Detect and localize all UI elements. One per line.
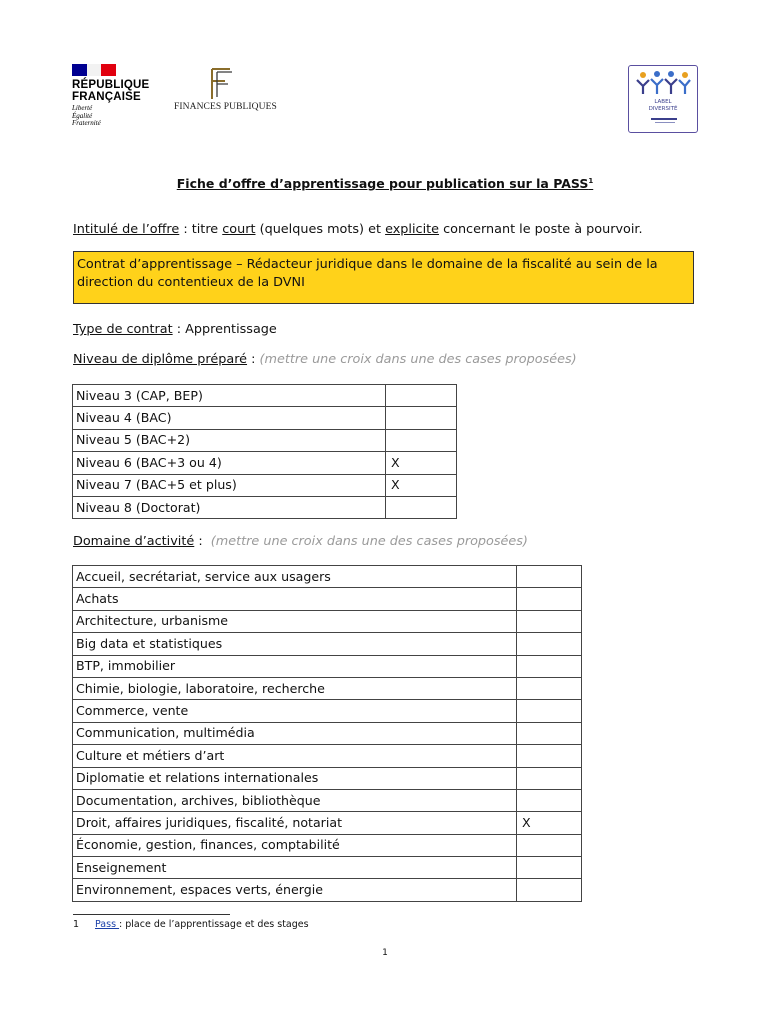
table-row (73, 633, 582, 655)
table-row (73, 588, 582, 610)
domaine-cell: Culture et métiers d’art (73, 745, 517, 767)
document-title-text: Fiche d’offre d’apprentissage pour publication sur la PASS (176, 176, 589, 191)
niveau-mark-cell[interactable] (386, 407, 457, 429)
intitule-sep: : titre (179, 222, 223, 237)
intitule-mid: (quelques mots) et (255, 222, 386, 237)
domaine-mark-cell[interactable] (517, 722, 582, 744)
domaine-sep: : (194, 534, 211, 549)
table-row (73, 452, 457, 474)
niveau-hint: (mettre une croix dans une des cases proposées) (259, 352, 577, 367)
niveau-mark-cell[interactable] (386, 429, 457, 451)
table-row (73, 385, 457, 407)
table-row (73, 722, 582, 744)
table-row (73, 879, 582, 901)
type-contrat-line (73, 322, 277, 338)
niveau-cell: Niveau 4 (BAC) (73, 407, 386, 429)
niveau-line (73, 352, 577, 368)
footnote-divider (73, 914, 230, 915)
domaine-mark-cell[interactable] (517, 633, 582, 655)
footnote (73, 919, 309, 930)
niveau-table (72, 384, 457, 519)
domaine-mark-cell[interactable] (517, 767, 582, 789)
domaine-label: Domaine d’activité (73, 534, 195, 549)
finances-publiques-label: FINANCES PUBLIQUES (174, 102, 277, 112)
table-row (73, 857, 582, 879)
footnote-text: : place de l’apprentissage et des stages (119, 919, 309, 930)
finances-publiques-f-icon (208, 66, 234, 100)
table-row (73, 700, 582, 722)
niveau-mark-cell[interactable] (386, 385, 457, 407)
table-row (73, 610, 582, 632)
diversite-subline (655, 122, 675, 123)
domaine-line (73, 534, 528, 550)
domaine-hint: (mettre une croix dans une des cases proposées) (210, 534, 528, 549)
republique-title: RÉPUBLIQUE FRANÇAISE (72, 79, 150, 103)
domaine-cell: Diplomatie et relations internationales (73, 767, 517, 789)
finances-publiques-logo (174, 66, 284, 114)
niveau-cell: Niveau 7 (BAC+5 et plus) (73, 474, 386, 496)
domaine-mark-cell[interactable] (517, 588, 582, 610)
niveau-label: Niveau de diplôme préparé (73, 352, 248, 367)
table-row (73, 429, 457, 451)
domaine-cell: BTP, immobilier (73, 655, 517, 677)
niveau-mark-cell[interactable]: X (386, 474, 457, 496)
table-row (73, 834, 582, 856)
intitule-court: court (222, 222, 256, 237)
niveau-cell: Niveau 8 (Doctorat) (73, 496, 386, 518)
table-row (73, 812, 582, 834)
offer-title-box (73, 251, 694, 304)
niveau-cell: Niveau 5 (BAC+2) (73, 429, 386, 451)
domaine-mark-cell[interactable] (517, 610, 582, 632)
table-row (73, 677, 582, 699)
label-diversite-logo (628, 65, 698, 133)
niveau-sep: : (247, 352, 260, 367)
intitule-explicite: explicite (385, 222, 440, 237)
table-row (73, 789, 582, 811)
table-row (73, 655, 582, 677)
table-row (73, 767, 582, 789)
domaine-mark-cell[interactable] (517, 789, 582, 811)
type-contrat-value: : Apprentissage (172, 322, 277, 337)
domaine-cell: Accueil, secrétariat, service aux usagers (73, 566, 517, 588)
domaine-mark-cell[interactable] (517, 655, 582, 677)
domaine-cell: Enseignement (73, 857, 517, 879)
republique-francaise-logo (72, 64, 182, 128)
document-title (0, 176, 770, 191)
table-row (73, 407, 457, 429)
domaine-cell: Big data et statistiques (73, 633, 517, 655)
intitule-line (73, 222, 643, 238)
diversite-figures-icon (635, 70, 691, 96)
domaine-cell: Droit, affaires juridiques, fiscalité, notariat (73, 812, 517, 834)
domaine-mark-cell[interactable] (517, 745, 582, 767)
domaine-cell: Architecture, urbanisme (73, 610, 517, 632)
footnote-pass-link[interactable]: Pass (95, 919, 120, 930)
page-number: 1 (382, 948, 388, 958)
domaine-cell: Économie, gestion, finances, comptabilité (73, 834, 517, 856)
niveau-cell: Niveau 6 (BAC+3 ou 4) (73, 452, 386, 474)
domaine-mark-cell[interactable] (517, 857, 582, 879)
domaine-mark-cell[interactable] (517, 677, 582, 699)
type-contrat-label: Type de contrat (73, 322, 173, 337)
marianne-flag-icon (72, 64, 116, 76)
domaine-cell: Chimie, biologie, laboratoire, recherche (73, 677, 517, 699)
domaine-mark-cell[interactable] (517, 834, 582, 856)
domaine-cell: Achats (73, 588, 517, 610)
domaine-cell: Environnement, espaces verts, énergie (73, 879, 517, 901)
niveau-mark-cell[interactable] (386, 496, 457, 518)
domaine-mark-cell[interactable] (517, 566, 582, 588)
offer-title-text: Contrat d’apprentissage – Rédacteur juridique dans le domaine de la fiscalité au sein de la direction du contentieux de la DVNI (77, 257, 658, 290)
republique-motto: Liberté Égalité Fraternité (72, 104, 101, 127)
domaine-cell: Documentation, archives, bibliothèque (73, 789, 517, 811)
table-row (73, 745, 582, 767)
table-row (73, 566, 582, 588)
diversite-underline (651, 118, 677, 120)
table-row (73, 474, 457, 496)
niveau-mark-cell[interactable]: X (386, 452, 457, 474)
footnote-number: 1 (73, 919, 80, 930)
domaine-table (72, 565, 582, 902)
domaine-cell: Communication, multimédia (73, 722, 517, 744)
domaine-cell: Commerce, vente (73, 700, 517, 722)
domaine-mark-cell[interactable]: X (517, 812, 582, 834)
domaine-mark-cell[interactable] (517, 879, 582, 901)
intitule-end: concernant le poste à pourvoir. (439, 222, 643, 237)
niveau-cell: Niveau 3 (CAP, BEP) (73, 385, 386, 407)
intitule-label: Intitulé de l’offre (73, 222, 180, 237)
domaine-mark-cell[interactable] (517, 700, 582, 722)
table-row (73, 496, 457, 518)
title-footnote-ref: 1 (588, 176, 594, 185)
label-diversite-text: LABEL DIVERSITÉ (648, 99, 678, 112)
